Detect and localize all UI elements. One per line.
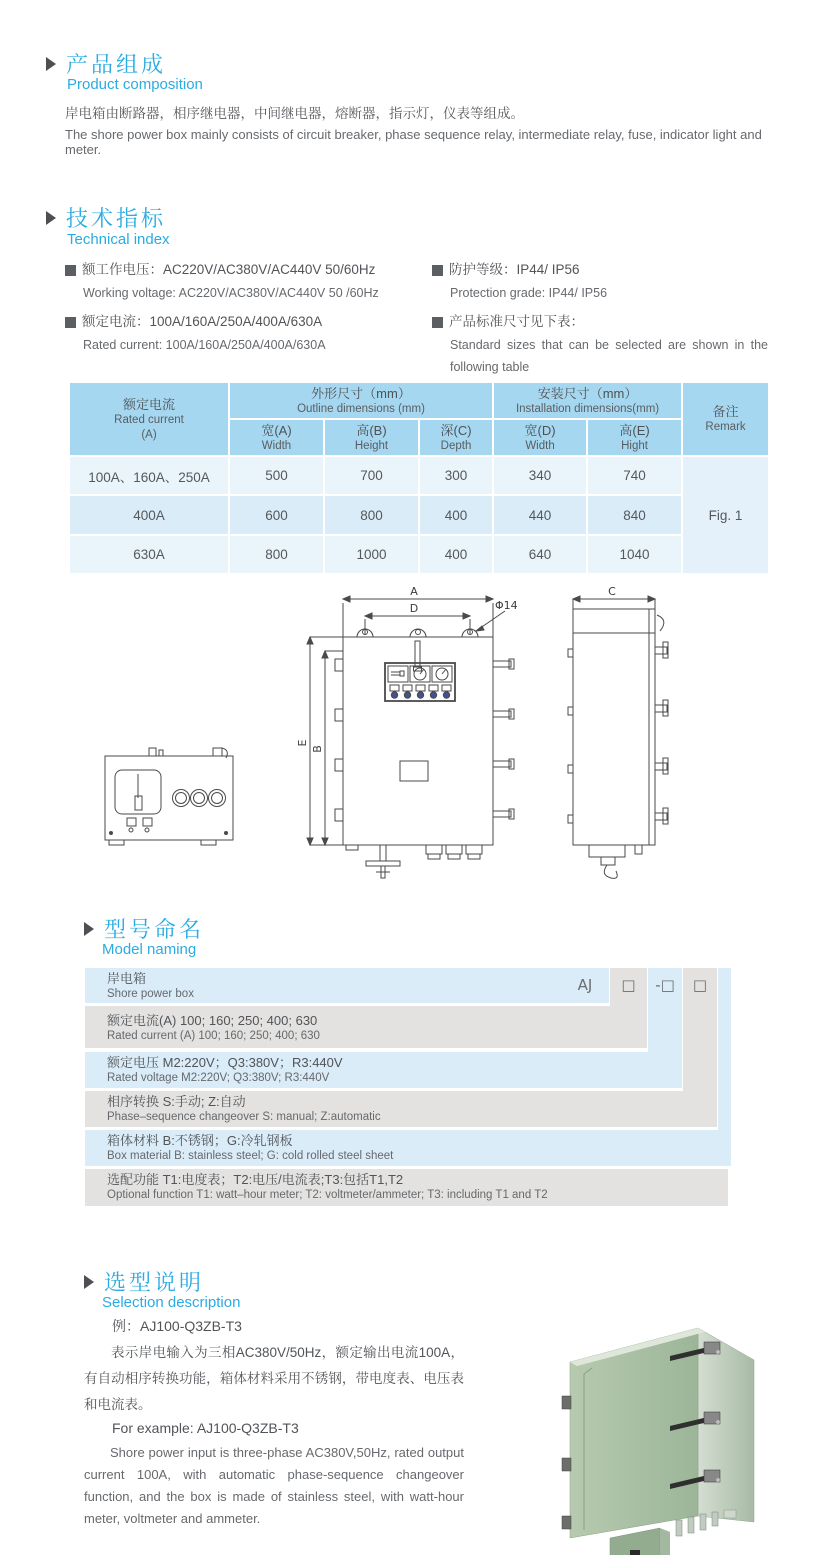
cell-install-width: 340	[493, 456, 587, 495]
col-header-rated-current	[69, 382, 229, 456]
col-header-remark	[682, 382, 769, 456]
header-cn: 外形尺寸（mm）	[311, 385, 411, 401]
composition-body-cn: 岸电箱由断路器，相序继电器，中间继电器，熔断器，指示灯，仪表等组成。	[65, 106, 524, 121]
naming-row	[85, 1091, 716, 1127]
naming-row	[85, 968, 609, 1003]
composition-title-cn: 产品组成	[66, 52, 167, 77]
col-header-installation	[493, 382, 682, 419]
spec-en-text: Protection grade: IP44/ IP56	[450, 286, 608, 300]
naming-title-cn: 型号命名	[104, 917, 205, 942]
subheader-en: Height	[354, 439, 389, 452]
cell-install-height: 840	[587, 495, 682, 535]
technical-title-cn: 技术指标	[66, 206, 167, 231]
spec-column-left	[65, 258, 427, 362]
cell-install-height: 740	[587, 456, 682, 495]
spec-en-text: Rated current: 100A/160A/250A/400A/630A	[83, 338, 326, 352]
subheader-en: Hight	[621, 439, 648, 452]
bottom-view-outline	[105, 748, 233, 845]
header-unit: (A)	[141, 428, 157, 441]
header-cn: 备注	[712, 404, 739, 419]
front-view-outline	[307, 596, 514, 878]
spec-column-right	[432, 258, 768, 384]
square-bullet-icon	[65, 265, 76, 276]
section-arrow-icon	[84, 922, 94, 936]
composition-title-en: Product composition	[67, 76, 203, 93]
spec-cn-text: 产品标准尺寸见下表：	[449, 314, 584, 329]
selection-example-cn: 例：AJ100-Q3ZB-T3	[112, 1318, 242, 1334]
subheader-en: Depth	[440, 439, 472, 452]
spec-item	[65, 258, 427, 282]
cabinet-body	[570, 1328, 754, 1538]
header-en: Installation dimensions(mm)	[515, 402, 660, 415]
header-cn: 安装尺寸（mm）	[537, 385, 638, 401]
bottom-view-drawing	[95, 740, 275, 860]
naming-row-en: Phase–sequence changeover S: manual; Z:automatic	[107, 1111, 381, 1123]
header-cn: 额定电流	[122, 396, 175, 412]
cabinet-hinges	[562, 1396, 571, 1529]
spec-en-text: Working voltage: AC220V/AC380V/AC440V 50 /60Hz	[83, 286, 379, 300]
cell-depth: 300	[419, 456, 493, 495]
cell-height: 800	[324, 495, 419, 535]
selection-title-cn: 选型说明	[104, 1270, 205, 1295]
technical-heading	[46, 202, 166, 233]
cell-install-width: 640	[493, 535, 587, 574]
cell-depth: 400	[419, 495, 493, 535]
side-view-labels	[608, 585, 616, 598]
dim-label-c: C	[608, 585, 616, 598]
indicator-lights	[390, 685, 451, 698]
dim-label-phi14: Φ14	[495, 599, 518, 612]
model-code-box-3: □	[692, 976, 708, 994]
naming-title-en: Model naming	[102, 941, 197, 958]
cell-current: 100A、160A、250A	[69, 456, 229, 495]
cell-width: 600	[229, 495, 324, 535]
cell-current: 630A	[69, 535, 229, 574]
selection-example-en: For example: AJ100-Q3ZB-T3	[112, 1420, 299, 1436]
subheader-cn: 高(E)	[619, 422, 650, 438]
side-view-drawing	[555, 583, 675, 903]
cell-install-height: 1040	[587, 535, 682, 574]
model-code-box-1: □	[621, 976, 636, 994]
subheader-width-a	[229, 419, 324, 456]
cell-width: 800	[229, 535, 324, 574]
subheader-width-d	[493, 419, 587, 456]
table-row	[69, 456, 769, 495]
dimensions-table	[68, 381, 770, 575]
header-en: Outline dimensions (mm)	[297, 402, 425, 415]
model-naming-diagram	[85, 968, 731, 1206]
technical-title-en: Technical index	[67, 231, 170, 248]
composition-heading	[46, 48, 166, 79]
cell-remark: Fig. 1	[682, 456, 769, 574]
naming-row-cn: 岸电箱	[107, 971, 147, 986]
model-code-prefix: AJ	[577, 976, 593, 994]
cell-height: 700	[324, 456, 419, 495]
cell-height: 1000	[324, 535, 419, 574]
cell-depth: 400	[419, 535, 493, 574]
selection-body-cn: 表示岸电输入为三相AC380V/50Hz，额定输出电流100A，有自动相序转换功能，箱体材料采用不锈钢，带电度表、电压表和电流表。	[84, 1345, 464, 1412]
naming-row	[85, 1169, 728, 1206]
section-arrow-icon	[46, 57, 56, 71]
square-bullet-icon	[432, 317, 443, 328]
table-row	[69, 495, 769, 535]
subheader-height-b	[324, 419, 419, 456]
spec-cn-text: 额工作电压：AC220V/AC380V/AC440V 50/60Hz	[82, 262, 376, 277]
naming-row-en: Rated current (A) 100; 160; 250; 400; 630	[107, 1030, 320, 1042]
selection-body-en: Shore power input is three-phase AC380V,50Hz, rated output current 100A, with automatic phase-sequence changeover function, and the box is made of stainless steel, with watt-hour meter, voltmeter and ammeter.	[84, 1445, 464, 1526]
selection-title-en: Selection description	[102, 1294, 241, 1311]
naming-row	[85, 1052, 681, 1088]
front-view-drawing	[290, 583, 520, 903]
dim-label-b: B	[311, 745, 324, 753]
table-row	[69, 535, 769, 574]
naming-row-en: Optional function T1: watt–hour meter; T2: voltmeter/ammeter; T3: including T1 and T2	[107, 1189, 548, 1201]
subheader-cn: 高(B)	[356, 422, 387, 438]
subheader-cn: 宽(A)	[261, 422, 292, 438]
spec-cn-text: 额定电流：100A/160A/250A/400A/630A	[82, 314, 323, 329]
section-arrow-icon	[46, 211, 56, 225]
naming-row-en: Rated voltage M2:220V; Q3:380V; R3:440V	[107, 1072, 330, 1084]
square-bullet-icon	[432, 265, 443, 276]
naming-row	[85, 1006, 646, 1048]
subheader-height-e	[587, 419, 682, 456]
subheader-en: Width	[525, 439, 555, 452]
naming-row-cn: 相序转换 S:手动; Z:自动	[107, 1094, 246, 1109]
cell-width: 500	[229, 456, 324, 495]
naming-row-cn: 箱体材料 B:不锈钢；G:冷轧钢板	[107, 1133, 293, 1148]
subheader-cn: 宽(D)	[524, 422, 556, 438]
composition-body-en: The shore power box mainly consists of circuit breaker, phase sequence relay, intermediate relay, fuse, indicator light and meter.	[65, 127, 762, 157]
section-arrow-icon	[84, 1275, 94, 1289]
subheader-depth-c	[419, 419, 493, 456]
naming-row	[85, 1130, 731, 1166]
model-code-box-2: -□	[655, 976, 675, 994]
naming-row-cn: 选配功能 T1:电度表；T2:电压/电流表;T3:包括T1,T2	[107, 1172, 404, 1187]
subheader-cn: 深(C)	[440, 422, 472, 438]
naming-row-en: Shore power box	[107, 988, 194, 1000]
naming-row-cn: 额定电流(A) 100; 160; 250; 400; 630	[107, 1013, 318, 1028]
naming-heading	[84, 913, 204, 944]
dim-label-e: E	[296, 739, 309, 747]
front-view-labels	[296, 585, 518, 753]
square-bullet-icon	[65, 317, 76, 328]
header-en: Remark	[705, 421, 746, 433]
selection-heading	[84, 1266, 204, 1297]
naming-row-en: Box material B: stainless steel; G: cold rolled steel sheet	[107, 1150, 394, 1162]
cell-install-width: 440	[493, 495, 587, 535]
product-photo	[548, 1310, 783, 1555]
dim-label-d: D	[409, 602, 419, 615]
side-view-outline	[568, 596, 668, 878]
spec-en-text: Standard sizes that can be selected are shown in the following table	[450, 338, 768, 374]
col-header-outline	[229, 382, 493, 419]
spec-cn-text: 防护等级：IP44/ IP56	[449, 262, 580, 277]
cell-current: 400A	[69, 495, 229, 535]
header-en: Rated current	[114, 413, 184, 426]
naming-row-cn: 额定电压 M2:220V；Q3:380V；R3:440V	[107, 1055, 343, 1070]
spec-item	[432, 258, 768, 282]
dim-label-a: A	[410, 585, 418, 598]
spec-item	[65, 310, 427, 334]
spec-item	[432, 310, 768, 334]
subheader-en: Width	[261, 439, 292, 452]
